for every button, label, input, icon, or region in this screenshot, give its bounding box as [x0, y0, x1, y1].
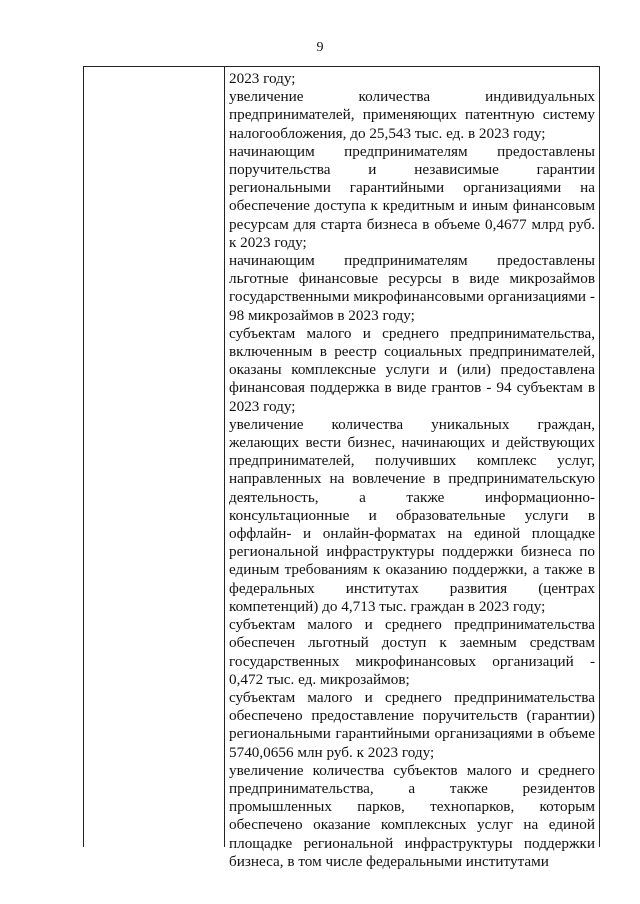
- paragraph: начинающим предпринимателям предоставлены льготные финансовые ресурсы в виде микрозаймов государственными микрофинансовыми организациями - 98 микрозаймов в 2023 году;: [229, 252, 595, 324]
- paragraph: субъектам малого и среднего предпринимательства обеспечен льготный доступ к заемным средствам государственных микрофинансовых организаций - 0,472 тыс. ед. микрозаймов;: [229, 616, 595, 688]
- document-table: [83, 66, 600, 870]
- paragraph: субъектам малого и среднего предпринимательства обеспечено предоставление поручительств (гарантии) региональными гарантийными организациями в объеме 5740,0656 млн руб. к 2023 году;: [229, 688, 595, 761]
- column-divider: [224, 67, 225, 847]
- paragraph: субъектам малого и среднего предпринимательства, включенным в реестр социальных предпринимателей, оказаны комплексные услуги и (или) предоставлена финансовая поддержка в виде грантов - 94 субъектам в 2023 году;: [229, 324, 595, 415]
- paragraph: увеличение количества индивидуальных предпринимателей, применяющих патентную систему налогообложения, до 25,543 тыс. ед. в 2023 году;: [229, 88, 595, 142]
- paragraph: 2023 году;: [229, 70, 296, 87]
- paragraph: начинающим предпринимателям предоставлены поручительства и независимые гарантии региональными гарантийными организациями на обеспечение доступа к кредитным и иным финансовым ресурсам для старта бизнеса в объеме 0,4677 млрд руб. к 2023 году;: [229, 142, 595, 251]
- page-number: 9: [316, 40, 324, 55]
- paragraph: увеличение количества субъектов малого и среднего предпринимательства, а также резидентов промышленных парков, технопарков, которым обеспечено оказание комплексных услуг на единой площадке региональной инфраструктуры поддержки бизнеса, в том числе федеральными институтами: [229, 761, 595, 870]
- paragraph: увеличение количества уникальных граждан, желающих вести бизнес, начинающих и действующих предпринимателей, получивших комплекс услуг, направленных на вовлечение в предпринимательскую деятельность, а также информационно-консультационные и образовательные услуги в оффлайн- и онлайн-форматах на единой площадке региональной инфраструктуры поддержки бизнеса по единым требованиям к оказанию поддержки, а также в федеральных институтах развития (центрах компетенций) до 4,713 тыс. граждан в 2023 году;: [229, 415, 595, 615]
- table-cell-content: [229, 70, 595, 871]
